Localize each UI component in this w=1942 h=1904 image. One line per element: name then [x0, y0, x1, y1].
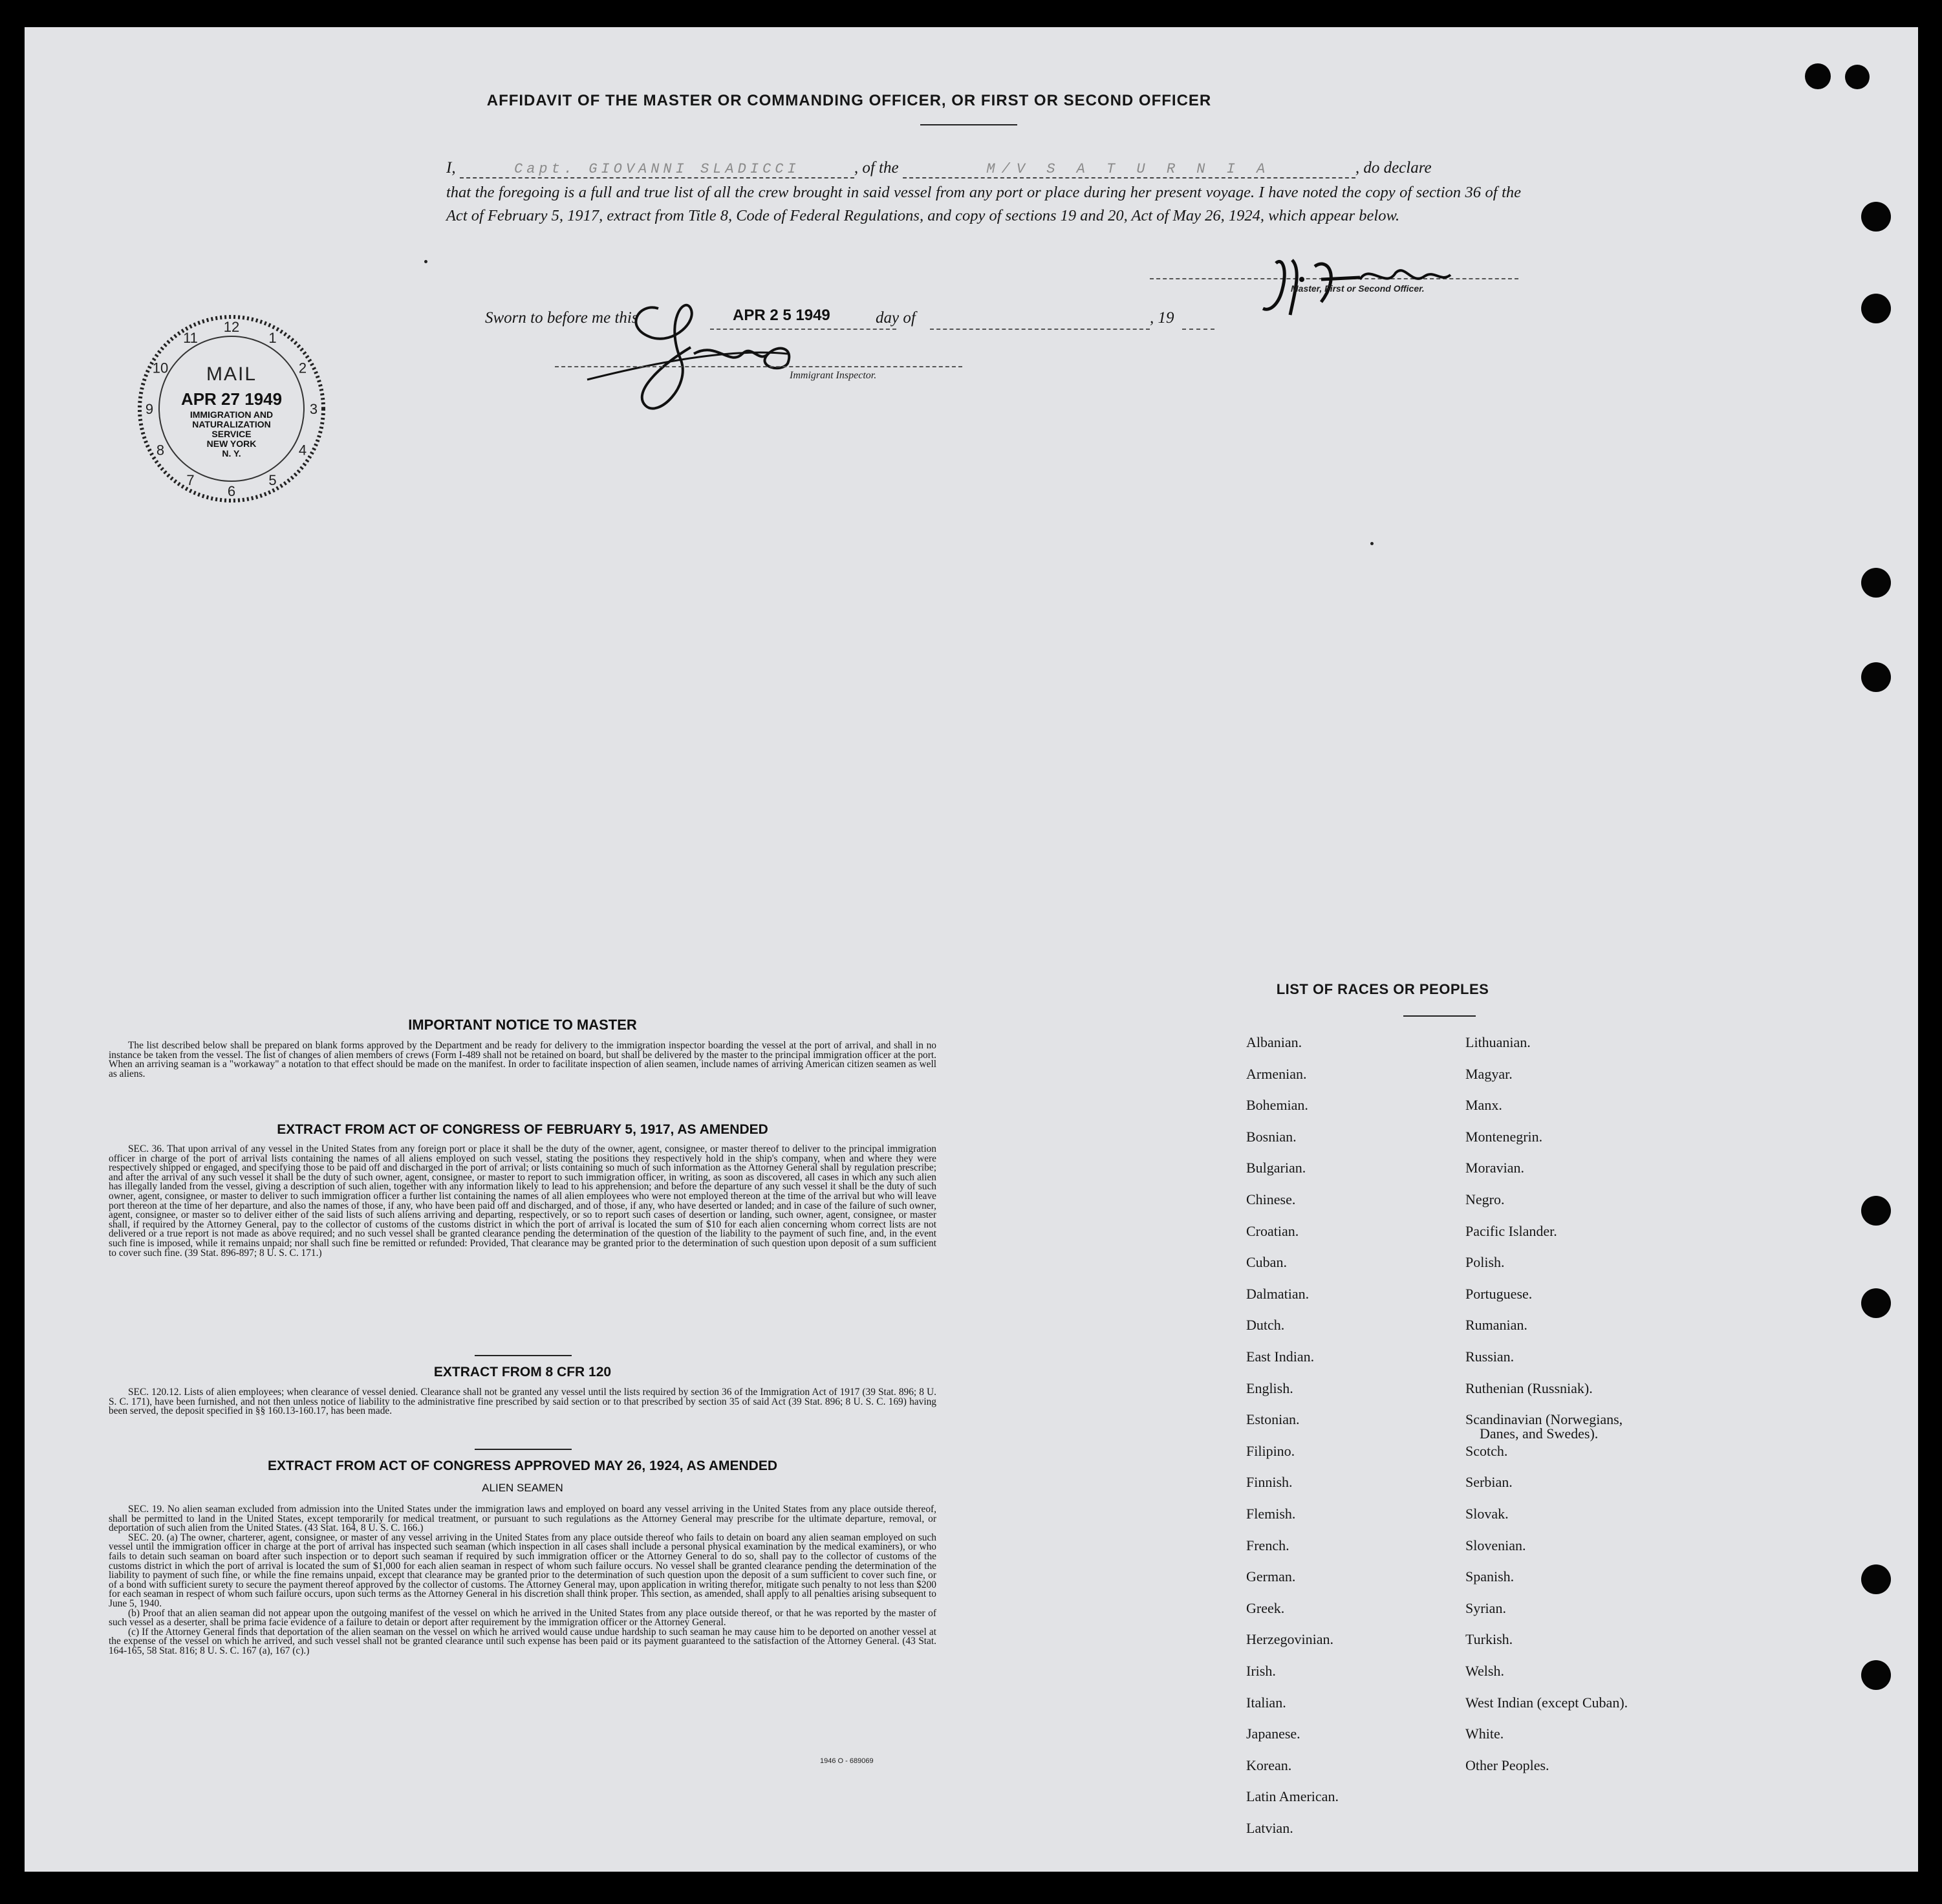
- race-item: Latin American.: [1246, 1788, 1339, 1805]
- sec-20c-text: (c) If the Attorney General finds that deportation of the alien seaman on the vessel on which he arrived would cause undue hardship to such seaman he may cause him to be deported on another vessel at the expense of the vessel on which he arrived, and such vessel shall not be granted clearance until such expense has been paid or its payment guaranteed to the satisfaction of the Attorney General. (43 Stat. 164-165, 58 Stat. 816; 8 U. S. C. 167 (a), 167 (c).): [109, 1626, 936, 1656]
- race-item: Bohemian.: [1246, 1097, 1308, 1114]
- race-item: Slovak.: [1465, 1506, 1509, 1522]
- stamp-line: IMMIGRATION AND: [189, 409, 274, 420]
- print-code: 1946 O - 689069: [820, 1757, 874, 1765]
- race-item: Bulgarian.: [1246, 1160, 1306, 1176]
- sec-20b-text: (b) Proof that an alien seaman did not appear upon the outgoing manifest of the vessel on which he arrived in the United States from any place outside thereof, or that he was reported by the master of such vessel as a deserter, shall be prima facie evidence of a failure to detain or deport after requirement by the immigration officer or the Attorney General.: [109, 1607, 936, 1628]
- race-item: French.: [1246, 1537, 1289, 1553]
- stamp-clock-number: 12: [223, 319, 240, 335]
- race-item: Moravian.: [1465, 1160, 1525, 1176]
- race-item: Turkish.: [1465, 1631, 1513, 1648]
- stamp-line: SERVICE: [211, 429, 252, 439]
- race-item: Ruthenian (Russniak).: [1465, 1379, 1593, 1396]
- extract-cfr-text: SEC. 120.12. Lists of alien employees; when clearance of vessel denied. Clearance shall not be granted any vessel until the lists required by section 36 of the Immigration Act of 1917 (39 Stat. 896; 8 U. S. C. 171), have been furnished, and not then unless notice of liability to the administrative fine prescribed by said section or to that prescribed by section 35 of said Act (39 Stat. 896; 8 U. S. C. 169) having been served, the deposit specified in §§ 160.13-160.17, has been made.: [109, 1387, 936, 1417]
- inspector-caption: Immigrant Inspector.: [790, 370, 877, 381]
- punch-hole: [1861, 568, 1891, 598]
- stamp-clock-number: 11: [183, 330, 198, 347]
- section-divider: [475, 1449, 572, 1450]
- notice-text: The list described below shall be prepared on blank forms approved by the Department and be ready for delivery to the immigration inspector boarding the vessel at the port of arrival, and shall in no instance be taken from the vessel. The list of changes of alien members of crews (Form I-489 shall not be retained on board, but shall be delivered by the master to the principal immigration officer at the port. When an arriving seaman is a "workaway" a notation to that effect should be made on the manifest. In order to facilitate inspection of alien seamen, include names of arriving American citizen seamen as well as aliens.: [109, 1040, 936, 1079]
- title-rule: [920, 124, 1017, 125]
- punch-hole: [1861, 1660, 1891, 1690]
- extract-1917-text: SEC. 36. That upon arrival of any vessel in the United States from any foreign port or place it shall be the duty of the owner, agent, consignee, or master thereof to deliver to the principal immigration officer in charge of the port of arrival lists containing the names of all aliens employed on such vessel, stating the positions they respectively hold in the ship's company, when and where they were respectively shipped or engaged, and specifying those to be paid off and discharged in the port of arrival; or lists containing so much of such information as the Attorney General shall by regulation prescribe; and after the arrival of any such vessel it shall be the duty of such owner, agent, consignee, or master to report to such immigration officer, in writing, as soon as discovered, all cases in which any such alien has illegally landed from the vessel, giving a description of such alien, together with any information likely to lead to his apprehension; and before the departure of any such vessel it shall be the duty of such owner, agent, consignee, or master to deliver to such immigration officer a further list containing the names of all alien employees who were not employed thereon at the time of the arrival but who will leave port thereon at the time of her departure, and also the names of those, if any, who have been paid off and discharged, and of those, if any, who have deserted or landed; and in case of the failure of such owner, agent, consignee, or master so to deliver either of the said lists of such aliens arriving and departing, respectively, or so to report such cases of desertion or landing, such owner, agent, consignee, or master shall, if required by the Attorney General, pay to the collector of customs of the customs district in which the port of arrival is located the sum of $10 for each alien concerning whom correct lists are not delivered or a true report is not made as above required; and no such vessel shall be granted clearance pending the determination of the question of the liability to the payment of such fine, and, in the event such fine is imposed, while it remains unpaid; nor shall such fine be remitted or refunded: Provided, That clearance may be granted prior to the determination of such question upon deposit of a sum sufficient to cover such fine. (39 Stat. 896-897; 8 U. S. C. 171.): [109, 1143, 936, 1259]
- race-item: Finnish.: [1246, 1474, 1293, 1491]
- stamp-clock-number: 2: [298, 360, 307, 376]
- race-item: Latvian.: [1246, 1820, 1293, 1836]
- stamp-line: N. Y.: [222, 448, 241, 459]
- race-item: Scandinavian (Norwegians,: [1465, 1411, 1623, 1428]
- inspector-signature-line: [555, 366, 962, 367]
- stamp-line: NEW YORK: [206, 438, 257, 449]
- sworn-label: Sworn to before me this: [485, 309, 638, 327]
- ink-dot: [424, 260, 427, 263]
- race-item: Negro.: [1465, 1191, 1505, 1207]
- punch-hole: [1861, 1196, 1891, 1226]
- race-item: Croatian.: [1246, 1222, 1299, 1239]
- master-signature-caption: Master, First or Second Officer.: [1291, 283, 1425, 294]
- race-item: Russian.: [1465, 1348, 1515, 1365]
- race-item: Pacific Islander.: [1465, 1222, 1557, 1239]
- of-the-label: , of the: [854, 159, 899, 177]
- punch-hole: [1861, 1564, 1891, 1594]
- race-item: Manx.: [1465, 1097, 1502, 1114]
- race-item: Cuban.: [1246, 1254, 1287, 1271]
- race-item: Rumanian.: [1465, 1317, 1527, 1334]
- sec-19-text: SEC. 19. No alien seaman excluded from admission into the United States under the immigration laws and employed on board any vessel arriving in the United States from any place outside thereof, shall be permitted to land in the United States, except temporarily for medical treatment, or pursuant to such regulations as the Attorney General may prescribe for the ultimate departure, removal, or deportation of such alien from the United States. (43 Stat. 164, 8 U. S. C. 166.): [109, 1504, 936, 1534]
- punch-hole: [1805, 63, 1831, 89]
- race-item: Italian.: [1246, 1694, 1286, 1711]
- race-item: East Indian.: [1246, 1348, 1315, 1365]
- race-item: Dalmatian.: [1246, 1285, 1310, 1302]
- race-item: English.: [1246, 1379, 1293, 1396]
- punch-hole: [1845, 65, 1870, 89]
- race-item: Greek.: [1246, 1599, 1285, 1616]
- race-item: Albanian.: [1246, 1034, 1302, 1050]
- vessel-name-field: M/V S A T U R N I A: [903, 161, 1355, 178]
- year-underline: [1182, 329, 1214, 330]
- stamp-clock-number: 9: [145, 401, 154, 417]
- race-item: Japanese.: [1246, 1726, 1300, 1742]
- race-item: Korean.: [1246, 1757, 1292, 1773]
- race-item: White.: [1465, 1726, 1504, 1742]
- race-item: Chinese.: [1246, 1191, 1296, 1207]
- mail-received-stamp: [135, 312, 329, 506]
- races-title: LIST OF RACES OR PEOPLES: [1276, 981, 1489, 997]
- affidavit-declaration-line: [446, 159, 1520, 178]
- officer-name-field: Capt. GIOVANNI SLADICCI: [460, 161, 854, 178]
- stamp-mail-word: MAIL: [206, 363, 257, 385]
- race-item: Spanish.: [1465, 1568, 1515, 1585]
- inspector-signature: [561, 283, 833, 431]
- stamp-clock-number: 1: [268, 330, 277, 347]
- extract-1917-title: EXTRACT FROM ACT OF CONGRESS OF FEBRUARY 5, 1917, AS AMENDED: [277, 1122, 768, 1137]
- stamp-clock-number: 3: [309, 401, 318, 417]
- document-page: [25, 27, 1918, 1872]
- day-of-underline: [930, 329, 1150, 330]
- stamp-clock-number: 4: [298, 442, 307, 459]
- race-item: Estonian.: [1246, 1411, 1300, 1428]
- race-item: Armenian.: [1246, 1065, 1307, 1082]
- race-item: German.: [1246, 1568, 1296, 1585]
- race-item: Filipino.: [1246, 1442, 1295, 1459]
- extract-1924-subtitle: ALIEN SEAMEN: [482, 1482, 563, 1494]
- declarant-prefix: I,: [446, 159, 456, 177]
- year-prefix: , 19: [1150, 309, 1174, 327]
- race-item: Portuguese.: [1465, 1285, 1533, 1302]
- race-item: Flemish.: [1246, 1506, 1296, 1522]
- do-declare-label: , do declare: [1355, 159, 1432, 177]
- race-item: Syrian.: [1465, 1599, 1506, 1616]
- section-divider: [475, 1355, 572, 1356]
- race-item: Welsh.: [1465, 1663, 1504, 1679]
- race-item: Montenegrin.: [1465, 1128, 1543, 1145]
- race-item: Polish.: [1465, 1254, 1505, 1271]
- races-title-rule: [1403, 1015, 1476, 1017]
- extract-1924-title: EXTRACT FROM ACT OF CONGRESS APPROVED MAY 26, 1924, AS AMENDED: [267, 1458, 778, 1473]
- extract-1924-body: [109, 1505, 936, 1656]
- punch-hole: [1861, 202, 1891, 232]
- punch-hole: [1861, 294, 1891, 323]
- sworn-date-stamp: APR 2 5 1949: [733, 307, 830, 324]
- punch-hole: [1861, 1288, 1891, 1318]
- ink-dot: [1370, 542, 1374, 545]
- stamp-date: APR 27 1949: [180, 389, 283, 409]
- race-item: Serbian.: [1465, 1474, 1513, 1491]
- race-item: Scotch.: [1465, 1442, 1508, 1459]
- race-item: Irish.: [1246, 1663, 1276, 1679]
- affidavit-title: AFFIDAVIT OF THE MASTER OR COMMANDING OFFICER, OR FIRST OR SECOND OFFICER: [486, 92, 1212, 109]
- race-item: Herzegovinian.: [1246, 1631, 1333, 1648]
- stamp-clock-number: 5: [268, 471, 277, 488]
- stamp-agency-lines: [135, 410, 329, 459]
- punch-hole: [1861, 662, 1891, 692]
- day-of-label: day of: [876, 309, 916, 327]
- race-item: Slovenian.: [1465, 1537, 1526, 1553]
- extract-cfr-title: EXTRACT FROM 8 CFR 120: [433, 1365, 612, 1379]
- stamp-clock-number: 7: [186, 471, 195, 488]
- race-item: Danes, and Swedes).: [1480, 1425, 1599, 1442]
- stamp-clock-number: 8: [156, 442, 165, 459]
- race-item: Dutch.: [1246, 1317, 1285, 1334]
- affidavit-body: that the foregoing is a full and true list of all the crew brought in said vessel from any port or place during her present voyage. I have noted the copy of section 36 of the Act of February 5, 1917, extract from Title 8, Code of Federal Regulations, and copy of sections 19 and 20, Act of May 26, 1924, which appear below.: [446, 184, 1521, 224]
- race-item: Bosnian.: [1246, 1128, 1297, 1145]
- race-item: Other Peoples.: [1465, 1757, 1549, 1773]
- notice-title: IMPORTANT NOTICE TO MASTER: [408, 1017, 637, 1033]
- race-item: Magyar.: [1465, 1065, 1513, 1082]
- race-item: West Indian (except Cuban).: [1465, 1694, 1628, 1711]
- race-item: Lithuanian.: [1465, 1034, 1531, 1050]
- sec-20a-text: SEC. 20. (a) The owner, charterer, agent, consignee, or master of any vessel arriving in the United States from any place outside thereof who fails to detain on board any alien seaman employed on such vessel until the immigration officer in charge at the port of arrival has inspected such seaman (which inspection in all cases shall include a personal physical examination by the medical examiners), or who fails to detain such seaman on board after such inspection or to deport such seaman if required by such immigration officer or the Attorney General to do so, shall pay to the collector of customs of the customs district in which the port of arrival is located the sum of $1,000 for each alien seaman in respect of whom such failure occurs. No vessel shall be granted clearance pending the determination of the liability to payment of such fine, or while the fine remains unpaid, except that clearance may be granted prior to the determination of such question upon the deposit of a sum sufficient to cover such fine, or of a bond with sufficient surety to secure the payment thereof approved by the collector of customs. The Attorney General may, upon application in writing therefor, mitigate such penalty to not less than $200 for each seaman in respect of whom such failure occurs, upon such terms as the Attorney General in his discretion shall think proper. This section, as amended, shall apply to all penalties arising subsequent to June 5, 1940.: [109, 1531, 936, 1609]
- stamp-line: NATURALIZATION: [192, 419, 271, 429]
- stamp-clock-number: 10: [152, 360, 169, 376]
- stamp-clock-number: 6: [227, 483, 236, 499]
